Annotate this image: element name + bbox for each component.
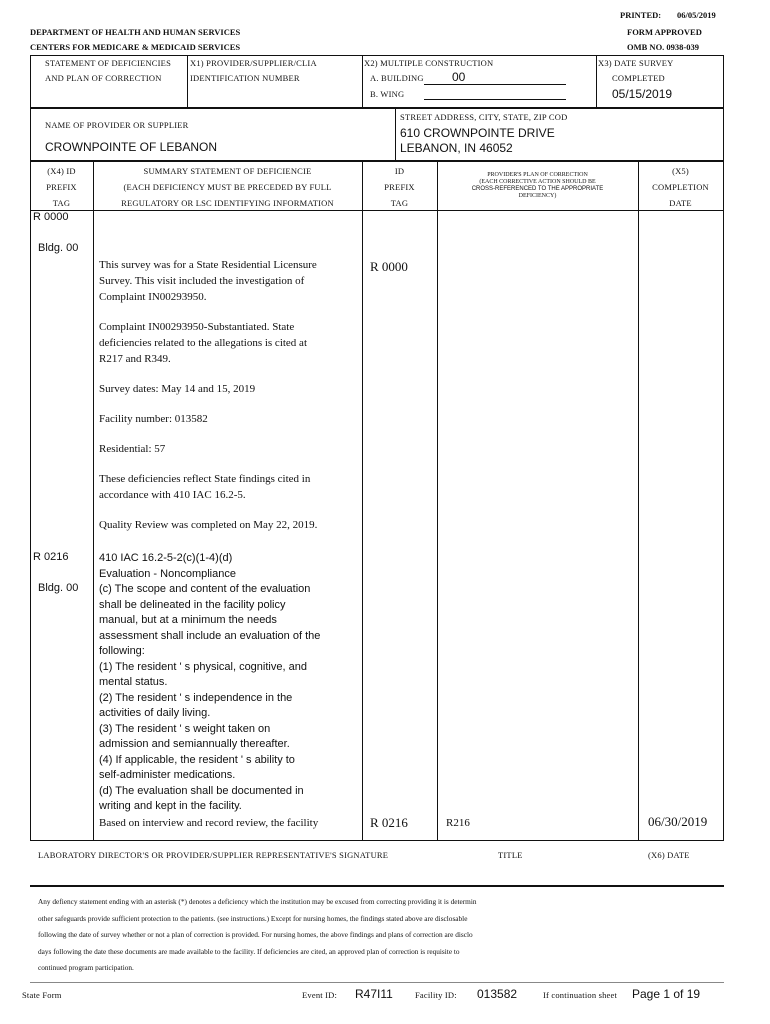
id-header-2: PREFIX bbox=[384, 182, 415, 192]
summary-header-3: REGULATORY OR LSC IDENTIFYING INFORMATION bbox=[121, 198, 334, 208]
date-label: (X6) DATE bbox=[648, 850, 690, 860]
department-heading: DEPARTMENT OF HEALTH AND HUMAN SERVICES bbox=[30, 27, 241, 37]
summary-line: R217 and R349. bbox=[99, 353, 171, 365]
event-id-label: Event ID: bbox=[302, 990, 338, 1000]
regulation-text bbox=[99, 551, 359, 815]
regulation-line: mental status. bbox=[99, 676, 168, 688]
id-tag-r0000: R 0000 bbox=[370, 259, 408, 274]
address-label: STREET ADDRESS, CITY, STATE, ZIP COD bbox=[400, 112, 568, 122]
x1-label-1: X1) PROVIDER/SUPPLIER/CLIA bbox=[190, 58, 317, 68]
summary-line: Survey. This visit included the investigation of bbox=[99, 275, 305, 287]
facility-id-value: 013582 bbox=[477, 987, 518, 1001]
disclaimer-line: other safeguards provide sufficient protection to the patients. (see instructions.) Except for nursing homes, the findings stated above are disclosable bbox=[38, 913, 468, 923]
summary-paragraph bbox=[99, 441, 359, 457]
regulation-line: following: bbox=[99, 645, 145, 657]
x3-label-1: X3) DATE SURVEY bbox=[598, 58, 674, 68]
state-form-label: State Form bbox=[22, 990, 62, 1000]
event-id-value: R47I11 bbox=[355, 987, 393, 1001]
survey-completed-date: 05/15/2019 bbox=[612, 87, 673, 101]
summary-header-2: (EACH DEFICIENCY MUST BE PRECEDED BY FULL bbox=[123, 182, 332, 192]
summary-line: Complaint IN00293950. bbox=[99, 291, 207, 303]
prefix-tag-r0216: R 0216 bbox=[33, 551, 69, 563]
printed-label: PRINTED: bbox=[620, 10, 662, 20]
printed-date: 06/05/2019 bbox=[677, 10, 716, 20]
summary-paragraph bbox=[99, 517, 359, 533]
prefix-tag-r0000: R 0000 bbox=[33, 211, 69, 223]
form-approved: FORM APPROVED bbox=[627, 27, 702, 37]
title-label: TITLE bbox=[498, 850, 523, 860]
regulation-line: (2) The resident ' s independence in the bbox=[99, 691, 293, 704]
disclaimer-line: following the date of survey whether or not a plan of correction is provided. For nursing homes, the above findings and plans of correction are disclo bbox=[38, 930, 473, 939]
summary-line: Survey dates: May 14 and 15, 2019 bbox=[99, 383, 256, 395]
address-line-2: LEBANON, IN 46052 bbox=[400, 141, 513, 155]
x2-label: X2) MULTIPLE CONSTRUCTION bbox=[364, 58, 494, 68]
id-header-1: ID bbox=[394, 166, 405, 176]
centers-heading: CENTERS FOR MEDICARE & MEDICAID SERVICES bbox=[30, 42, 241, 52]
x5-header-2: COMPLETION bbox=[652, 182, 709, 192]
disclaimer-text bbox=[38, 894, 728, 977]
statement-label-1: STATEMENT OF DEFICIENCIES bbox=[45, 58, 172, 68]
statement-label-2: AND PLAN OF CORRECTION bbox=[45, 73, 162, 83]
x4-header-1: (X4) ID bbox=[47, 166, 76, 176]
summary-line: These deficiencies reflect State findings cited in bbox=[99, 473, 311, 485]
facility-id-label: Facility ID: bbox=[415, 990, 457, 1000]
building-label: A. BUILDING bbox=[370, 73, 424, 83]
wing-label: B. WING bbox=[370, 89, 405, 99]
plan-header-3: CROSS-REFERENCED TO THE APPROPRIATE bbox=[471, 186, 604, 192]
x5-header-3: DATE bbox=[669, 198, 692, 208]
omb-number: OMB NO. 0938-039 bbox=[627, 42, 700, 52]
disclaimer-line: Any defiency statement ending with an asterisk (*) denotes a deficiency which the institution may be excused from correcting providing it is determin bbox=[38, 897, 477, 906]
x3-label-2: COMPLETED bbox=[612, 73, 665, 83]
signature-label: LABORATORY DIRECTOR'S OR PROVIDER/SUPPLIER REPRESENTATIVE'S SIGNATURE bbox=[38, 850, 389, 860]
regulation-line: assessment shall include an evaluation of the bbox=[99, 629, 321, 642]
building-tag-2: Bldg. 00 bbox=[38, 582, 79, 594]
summary-line: This survey was for a State Residential Licensure bbox=[99, 259, 317, 271]
id-header-3: TAG bbox=[390, 198, 409, 208]
regulation-line: (1) The resident ' s physical, cognitive, and bbox=[99, 660, 307, 673]
summary-paragraph bbox=[99, 319, 359, 367]
regulation-line: shall be delineated in the facility policy bbox=[99, 598, 286, 611]
finding-start-line: Based on interview and record review, the facility bbox=[99, 817, 319, 829]
provider-name-label: NAME OF PROVIDER OR SUPPLIER bbox=[45, 120, 189, 130]
summary-paragraph bbox=[99, 381, 359, 397]
id-tag-r0216: R 0216 bbox=[370, 815, 408, 830]
regulation-line: self-administer medications. bbox=[99, 769, 236, 781]
x5-header-1: (X5) bbox=[672, 166, 689, 176]
plan-header-1: PROVIDER'S PLAN OF CORRECTION bbox=[487, 172, 588, 178]
x1-label-2: IDENTIFICATION NUMBER bbox=[190, 73, 300, 83]
survey-summary bbox=[99, 257, 359, 547]
summary-header-1: SUMMARY STATEMENT OF DEFICIENCIE bbox=[143, 166, 312, 176]
building-value: 00 bbox=[452, 70, 466, 84]
summary-line: Residential: 57 bbox=[99, 443, 166, 455]
page-number: Page 1 of 19 bbox=[632, 987, 701, 1001]
regulation-line: (c) The scope and content of the evaluation bbox=[99, 583, 311, 595]
address-line-1: 610 CROWNPOINTE DRIVE bbox=[400, 126, 555, 140]
regulation-line: (3) The resident ' s weight taken on bbox=[99, 722, 271, 735]
regulation-line: activities of daily living. bbox=[99, 707, 211, 719]
completion-date: 06/30/2019 bbox=[648, 814, 708, 829]
regulation-line: 410 IAC 16.2-5-2(c)(1-4)(d) bbox=[99, 552, 233, 564]
regulation-line: manual, but at a minimum the needs bbox=[99, 614, 277, 626]
summary-line: Quality Review was completed on May 22, 2019. bbox=[99, 519, 318, 531]
regulation-line: (d) The evaluation shall be documented in bbox=[99, 784, 304, 797]
disclaimer-line: continued program participation. bbox=[38, 963, 134, 972]
summary-line: deficiencies related to the allegations is cited at bbox=[99, 337, 307, 349]
plan-header-4: DEFICIENCY) bbox=[518, 193, 557, 199]
summary-line: accordance with 410 IAC 16.2-5. bbox=[99, 489, 246, 501]
continuation-label: If continuation sheet bbox=[543, 990, 618, 1000]
plan-reference: R216 bbox=[446, 817, 470, 829]
disclaimer-line: days following the date these documents are made available to the facility. If deficiencies are cited, an approved plan of correction is requisite to bbox=[38, 946, 460, 956]
summary-paragraph bbox=[99, 471, 359, 503]
x4-header-3: TAG bbox=[52, 198, 71, 208]
regulation-line: writing and kept in the facility. bbox=[99, 800, 242, 812]
plan-header-2: (EACH CORRECTIVE ACTION SHOULD BE bbox=[479, 179, 596, 185]
summary-line: Complaint IN00293950-Substantiated. State bbox=[99, 321, 295, 333]
summary-paragraph bbox=[99, 411, 359, 427]
summary-paragraph bbox=[99, 257, 359, 305]
provider-name: CROWNPOINTE OF LEBANON bbox=[45, 140, 218, 154]
x4-header-2: PREFIX bbox=[46, 182, 77, 192]
building-tag-1: Bldg. 00 bbox=[38, 242, 79, 254]
regulation-line: Evaluation - Noncompliance bbox=[99, 567, 236, 580]
summary-line: Facility number: 013582 bbox=[99, 413, 208, 425]
regulation-line: (4) If applicable, the resident ' s ability to bbox=[99, 753, 295, 766]
regulation-line: admission and semiannually thereafter. bbox=[99, 738, 290, 750]
